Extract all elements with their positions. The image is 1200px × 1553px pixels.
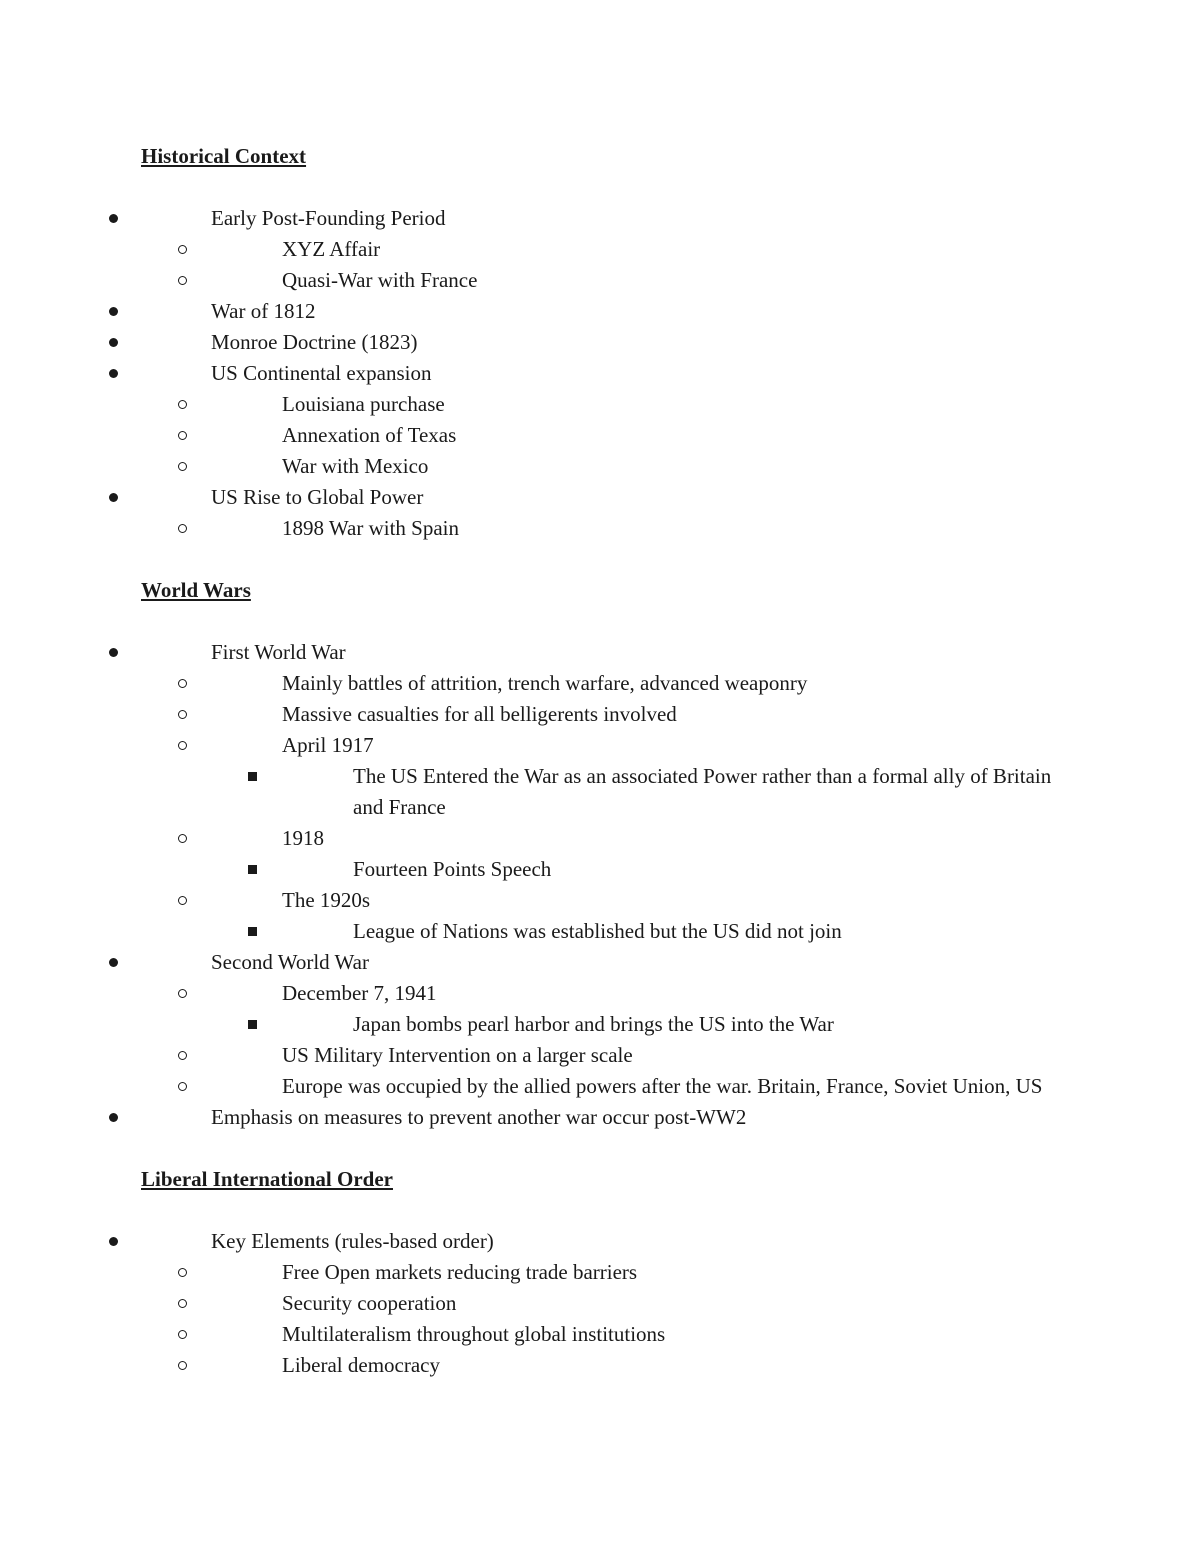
list-item: Monroe Doctrine (1823): [141, 327, 1061, 358]
list-item: Europe was occupied by the allied powers after the war. Britain, France, Soviet Union, US: [211, 1071, 1061, 1102]
hollow-bullet-icon: [178, 710, 187, 719]
sub-sub-list: [282, 854, 1061, 885]
filled-bullet-icon: [109, 338, 118, 347]
sub-list: [211, 978, 1061, 1102]
square-bullet-icon: [248, 1020, 257, 1029]
section-heading: Liberal International Order: [141, 1167, 393, 1191]
list-item: US Military Intervention on a larger scale: [211, 1040, 1061, 1071]
list-item: Annexation of Texas: [211, 420, 1061, 451]
square-bullet-icon: [248, 772, 257, 781]
filled-bullet-icon: [109, 369, 118, 378]
list-item: Emphasis on measures to prevent another war occur post-WW2: [141, 1102, 1061, 1133]
hollow-bullet-icon: [178, 989, 187, 998]
filled-bullet-icon: [109, 493, 118, 502]
list-item: War with Mexico: [211, 451, 1061, 482]
list-item: April 1917 The US Entered the War as an associated Power rather than a formal ally of Britain and France: [211, 730, 1061, 823]
list-item: 1918 Fourteen Points Speech: [211, 823, 1061, 885]
list-item: League of Nations was established but the US did not join: [282, 916, 1061, 947]
hollow-bullet-icon: [178, 276, 187, 285]
list-item: Security cooperation: [211, 1288, 1061, 1319]
hollow-bullet-icon: [178, 1268, 187, 1277]
hollow-bullet-icon: [178, 245, 187, 254]
hollow-bullet-icon: [178, 524, 187, 533]
list-item: Free Open markets reducing trade barriers: [211, 1257, 1061, 1288]
section-heading: Historical Context: [141, 144, 307, 168]
hollow-bullet-icon: [178, 1361, 187, 1370]
sub-sub-list: [282, 916, 1061, 947]
list-item: Liberal democracy: [211, 1350, 1061, 1381]
hollow-bullet-icon: [178, 400, 187, 409]
list-item: 1898 War with Spain: [211, 513, 1061, 544]
hollow-bullet-icon: [178, 1051, 187, 1060]
square-bullet-icon: [248, 927, 257, 936]
section-liberal-international-order: [141, 1164, 1061, 1381]
bullet-list: [141, 637, 1061, 1133]
list-item: US Continental expansion Louisiana purchase Annexation of Texas War with Mexico: [141, 358, 1061, 482]
list-item: Second World War December 7, 1941 Japan bombs pearl harbor and brings the US into the War US Military Intervention on a larger scale Europe was occupied by the allied powers after the war. Britain, France, Soviet Union, US: [141, 947, 1061, 1102]
filled-bullet-icon: [109, 214, 118, 223]
hollow-bullet-icon: [178, 679, 187, 688]
list-item: The 1920s League of Nations was established but the US did not join: [211, 885, 1061, 947]
sub-sub-list: [282, 761, 1061, 823]
section-heading: World Wars: [141, 578, 251, 602]
filled-bullet-icon: [109, 958, 118, 967]
hollow-bullet-icon: [178, 834, 187, 843]
list-item: Quasi-War with France: [211, 265, 1061, 296]
sub-list: [211, 513, 1061, 544]
list-item: December 7, 1941 Japan bombs pearl harbor and brings the US into the War: [211, 978, 1061, 1040]
bullet-list: [141, 1226, 1061, 1381]
filled-bullet-icon: [109, 1113, 118, 1122]
section-world-wars: [141, 575, 1061, 1133]
list-item: Massive casualties for all belligerents involved: [211, 699, 1061, 730]
list-item: Louisiana purchase: [211, 389, 1061, 420]
hollow-bullet-icon: [178, 431, 187, 440]
hollow-bullet-icon: [178, 1330, 187, 1339]
list-item: US Rise to Global Power 1898 War with Spain: [141, 482, 1061, 544]
list-item: War of 1812: [141, 296, 1061, 327]
list-item: Early Post-Founding Period XYZ Affair Quasi-War with France: [141, 203, 1061, 296]
bullet-list: [141, 203, 1061, 544]
filled-bullet-icon: [109, 307, 118, 316]
hollow-bullet-icon: [178, 1299, 187, 1308]
sub-sub-list: [282, 1009, 1061, 1040]
list-item: XYZ Affair: [211, 234, 1061, 265]
sub-list: [211, 389, 1061, 482]
list-item: Multilateralism throughout global institutions: [211, 1319, 1061, 1350]
list-item: Key Elements (rules-based order) Free Open markets reducing trade barriers Security cooperation Multilateralism throughout global institutions Liberal democracy: [141, 1226, 1061, 1381]
hollow-bullet-icon: [178, 1082, 187, 1091]
square-bullet-icon: [248, 865, 257, 874]
hollow-bullet-icon: [178, 741, 187, 750]
list-item: Mainly battles of attrition, trench warfare, advanced weaponry: [211, 668, 1061, 699]
filled-bullet-icon: [109, 1237, 118, 1246]
section-historical-context: [141, 141, 1061, 544]
sub-list: [211, 668, 1061, 947]
document-page: [141, 141, 1061, 1381]
sub-list: [211, 234, 1061, 296]
list-item: Fourteen Points Speech: [282, 854, 1061, 885]
hollow-bullet-icon: [178, 896, 187, 905]
hollow-bullet-icon: [178, 462, 187, 471]
sub-list: [211, 1257, 1061, 1381]
list-item: First World War Mainly battles of attrition, trench warfare, advanced weaponry Massive casualties for all belligerents involved April 1917 The US Entered the War as an associated Power rather than a formal ally of Britain and France 1918 Fourteen Points Speech The 1920s League of Nations was established but the US did not join: [141, 637, 1061, 947]
filled-bullet-icon: [109, 648, 118, 657]
list-item: Japan bombs pearl harbor and brings the US into the War: [282, 1009, 1061, 1040]
list-item: The US Entered the War as an associated Power rather than a formal ally of Britain and France: [282, 761, 1061, 823]
